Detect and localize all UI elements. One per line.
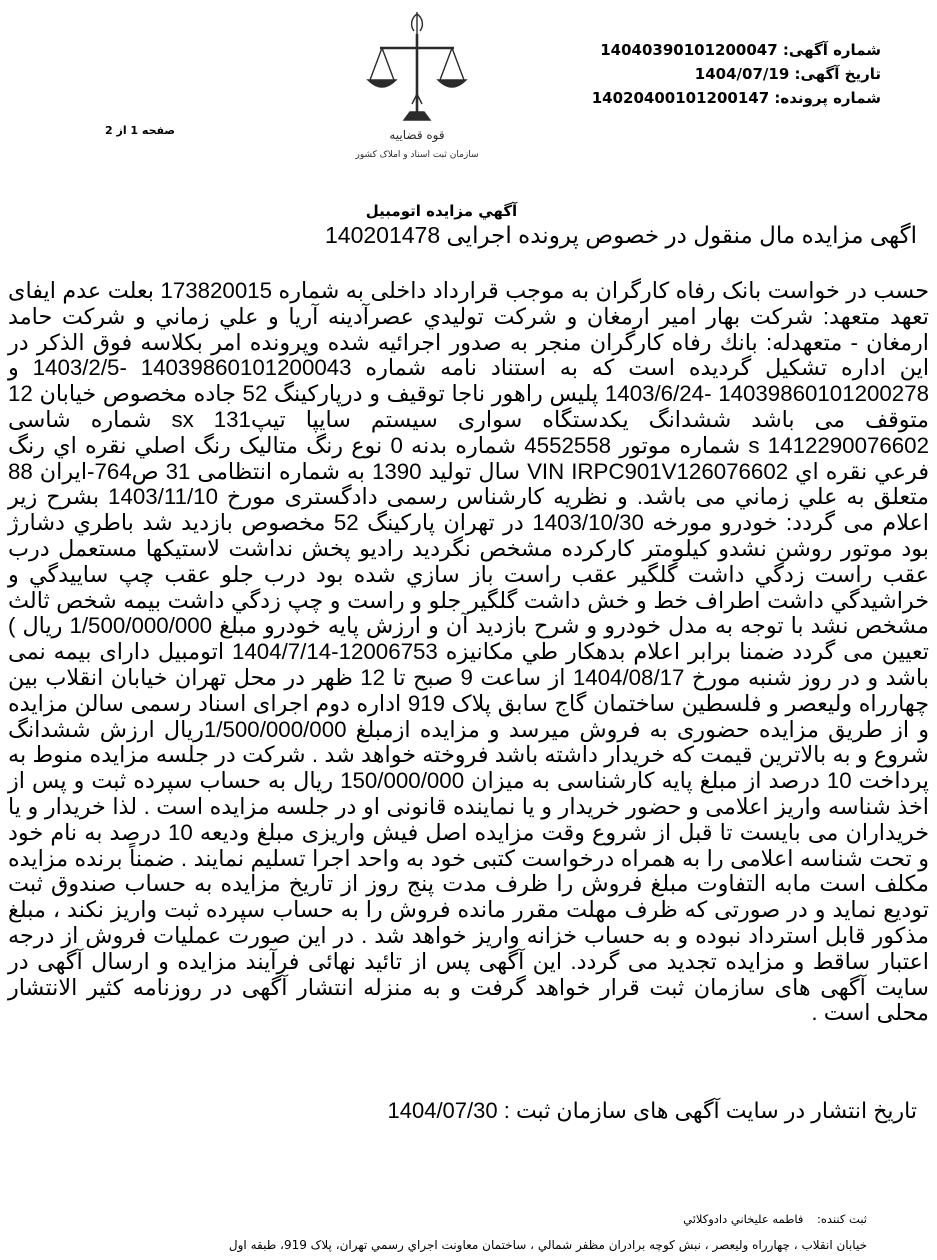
notice-number: 14040390101200047 — [600, 41, 778, 59]
page-indicator: صفحه 1 از 2 — [105, 124, 176, 137]
publication-date-label: تاریخ انتشار در سایت آگهی های سازمان ثبت : — [503, 1098, 917, 1123]
notice-number-row — [592, 38, 881, 62]
office-address: خيابان انقلاب ، چهارراه وليعصر ، نبش كوچه برادران مظفر شمالي ، ساختمان معاونت اجراي رسمي تهران، پلاک 919، طبقه اول — [228, 1238, 867, 1252]
publication-date-line — [388, 1098, 918, 1124]
emblem-text-line1: قوه قضاییه — [389, 128, 445, 142]
notice-body: حسب در خواست بانک رفاه کارگران به موجب قرارداد داخلی به شماره 173820015 بعلت عدم ایفای تعهد متعهد: شرکت بهار امير ارمغان و شرکت توليدي عصرآدينه آريا و علي زماني و شرکت حامد ارمغان - متعهدله: بانك رفاه كارگران منجر به صدور اجرائيه شده وپرونده امر بكلاسه فوق الذكر در اين اداره تشكيل گرديده است كه به استناد نامه شماره 14039860101200043 -1403/2/5 و 14039860101200278 -1403/6/24 پلیس راهور ناجا توقیف و درپارکینگ 52 جاده مخصوص خیابان 12 متوقف می باشد ششدانگ یکدستگاه سواری سیستم سایپا تیپ131 sx شماره شاسی 1412290076602 s شماره موتور 4552558 شماره بدنه 0 نوع رنگ متاليک رنگ اصلي نقره اي رنگ فرعي نقره اي VIN IRPC901V126076602 سال تولید 1390 به شماره انتظامی 31 ص764-ایران 88 متعلق به علي زماني می باشد. و نظریه کارشناس رسمی دادگستری مورخ 1403/11/10 بشرح زیر اعلام می گردد: خودرو مورخه 1403/10/30 در تهران پارکینگ 52 مخصوص بازديد شد باطري دشارژ بود موتور روشن نشدو کيلومتر کارکرده مشخص نگرديد راديو پخش نداشت لاستيکها مستعمل درب عقب راست زدگي داشت گلگير عقب راست باز سازي شده بود درب جلو عقب چپ سايیدگي و خراشيدگي داشت اطراف خط و خش داشت گلگير جلو و راست و چپ زدگي داشت بيمه شخص ثالث مشخص نشد با توجه به مدل خودرو و شرح بازديد آن و ارزش پايه خودرو مبلغ 1/500/000/000 ريال ) تعيين می گردد ضمنا برابر اعلام بدهکار طي مکانيزه 12006753-1404/7/14 اتومبیل دارای بیمه نمی باشد و در روز شنبه مورخ 1404/08/17 از ساعت 9 صبح تا 12 ظهر در محل تهران خیابان انقلاب بين چهارراه وليعصر و فلسطين ساختمان گاج سابق پلاک 919 اداره دوم اجرای اسناد رسمی سالن مزايده و از طریق مزایده حضوری به فروش میرسد و مزایده ازمبلغ 1/500/000/000ریال ارزش ششدانگ شروع و به بالاترین قیمت که خریدار داشته باشد فروخته خواهد شد . شرکت در جلسه مزایده منوط به پرداخت 10 درصد از مبلغ پایه کارشناسی به میزان 150/000/000 ریال به حساب سپرده ثبت و پس از اخذ شناسه واریز اعلامی و حضور خریدار و یا نماینده قانونی او در جلسه مزایده است . لذا خریدار و یا خریداران می بایست تا قبل از شروع وقت مزایده اصل فیش واریزی مبلغ ودیعه 10 درصد به نام خود و تحت شناسه اعلامی را به همراه درخواست کتبی خود به واحد اجرا تسلیم نمایند . ضمناً برنده مزایده مکلف است مابه التفاوت مبلغ فروش را ظرف مدت پنج روز از تاریخ مزایده به حساب صندوق ثبت تودیع نماید و در صورتی که ظرف مهلت مقرر مانده فروش را به حساب سپرده ثبت واریز نکند ، مبلغ مذکور قابل استرداد نبوده و به حساب خزانه واریز خواهد شد . در این صورت عملیات فروش از درجه اعتبار ساقط و مزایده تجدید می گردد. این آگهی پس از تائید نهائی فرآیند مزایده و ارسال آگهی در سایت آگهی های سازمان ثبت قرار خواهد گرفت و به منزله انتشار آگهی در روزنامه کثیر الانتشار محلی است . — [8, 278, 930, 1026]
notice-meta — [592, 38, 881, 110]
registrar-name: فاطمه عليخاني دادوکلائي — [683, 1212, 804, 1226]
page-title: آگهي مزايده اتومبيل — [365, 202, 518, 220]
case-number-row — [592, 86, 881, 110]
emblem-text-line2: سازمان ثبت اسناد و املاک کشور — [355, 150, 479, 160]
page-subtitle: اگهی مزایده مال منقول در خصوص پرونده اجرایی 140201478 — [325, 222, 917, 248]
case-number: 14020400101200147 — [591, 89, 770, 107]
notice-date-row — [592, 62, 881, 86]
registrar-label: ثبت کننده: — [817, 1212, 867, 1226]
judiciary-scales-emblem-icon — [355, 8, 479, 163]
notice-date: 1404/07/19 — [694, 65, 790, 83]
notice-number-label: شماره آگهی: — [782, 41, 881, 59]
case-number-label: شماره پرونده: — [774, 89, 881, 107]
publication-date: 1404/07/30 — [387, 1098, 498, 1123]
registrar-line — [683, 1212, 867, 1226]
notice-date-label: تاریخ آگهی: — [794, 65, 881, 83]
